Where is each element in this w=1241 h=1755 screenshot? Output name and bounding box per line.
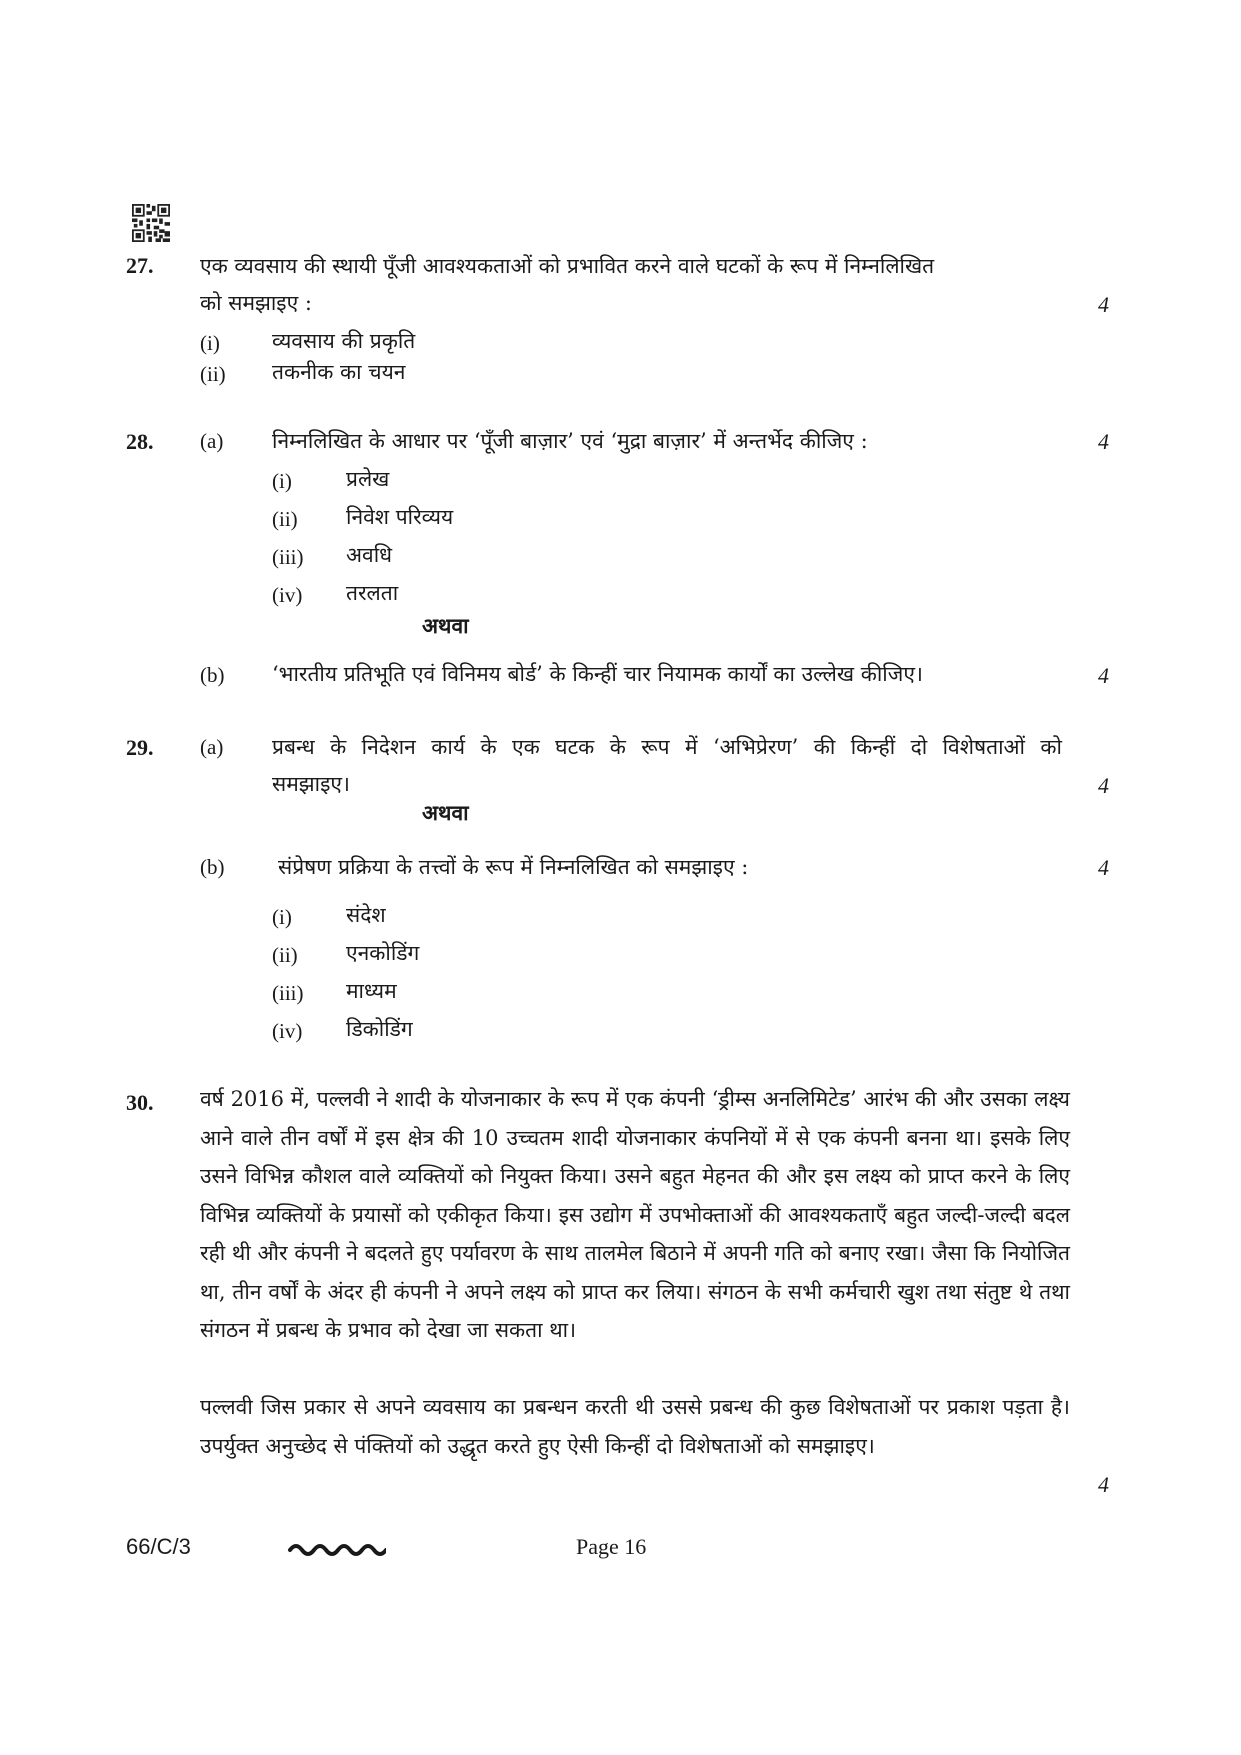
- q27-text-line2: को समझाइए :: [200, 291, 312, 315]
- q29-b-text: संप्रेषण प्रक्रिया के तत्त्वों के रूप में निम्नलिखित को समझाइए :: [278, 855, 749, 879]
- question-number-27: 27.: [126, 253, 154, 278]
- q28-a-item-text-iv: तरलता: [346, 581, 399, 605]
- qr-code-icon: [132, 204, 170, 242]
- paper-code: 66/C/3: [126, 1534, 191, 1559]
- q28-b-text: ‘भारतीय प्रतिभूति एवं विनिमय बोर्ड’ के किन्हीं चार नियामक कार्यों का उल्लेख कीजिए।: [272, 662, 923, 686]
- q28-a-item-text-ii: निवेश परिव्यय: [346, 505, 454, 529]
- question-number-28: 28.: [126, 429, 154, 454]
- page-number: Page 16: [576, 1534, 647, 1559]
- q29-or-separator: अथवा: [422, 800, 469, 825]
- q30-paragraph-1: वर्ष 2016 में, पल्लवी ने शादी के योजनाकार के रूप में एक कंपनी ‘ड्रीम्स अनलिमिटेड’ आरंभ की और उसका लक्ष्य आने वाले तीन वर्षों में इस क्षेत्र की 10 उच्चतम शादी योजनाकार कंपनियों में से एक कंपनी बनना था। इसके लिए उसने विभिन्न कौशल वाले व्यक्तियों को नियुक्त किया। उसने बहुत मेहनत की और इस लक्ष्य को प्राप्त करने के लिए विभिन्न व्यक्तियों के प्रयासों को एकीकृत किया। इस उद्योग में उपभोक्ताओं की आवश्यकताएँ बहुत जल्दी-जल्दी बदल रही थी और कंपनी ने बदलते हुए पर्यावरण के साथ तालमेल बिठाने में अपनी गति को बनाए रखा। जैसा कि नियोजित था, तीन वर्षों के अंदर ही कंपनी ने अपने लक्ष्य को प्राप्त कर लिया। संगठन के सभी कर्मचारी खुश तथा संतुष्ट थे तथा संगठन में प्रबन्ध के प्रभाव को देखा जा सकता था।: [200, 1087, 1070, 1342]
- q28-a-item-label-ii: (ii): [272, 507, 298, 531]
- q29-b-item-label-iii: (iii): [272, 981, 304, 1005]
- q29-b-marks: 4: [1098, 855, 1109, 880]
- q28-a-item-label-iii: (iii): [272, 545, 304, 569]
- q28-a-item-text-iii: अवधि: [346, 543, 393, 567]
- q29-a-text-line1: प्रबन्ध के निदेशन कार्य के एक घटक के रूप में ‘अभिप्रेरण’ की किन्हीं दो विशेषताओं को: [272, 735, 1062, 759]
- q28-a-item-label-i: (i): [272, 469, 292, 493]
- q29-b-item-text-iii: माध्यम: [346, 979, 397, 1003]
- q29-b-item-text-ii: एनकोडिंग: [346, 941, 420, 965]
- tilde-ornament-icon: [286, 1536, 386, 1560]
- q27-item-text-ii: तकनीक का चयन: [272, 360, 406, 384]
- q30-paragraph-2: पल्लवी जिस प्रकार से अपने व्यवसाय का प्रबन्धन करती थी उससे प्रबन्ध की कुछ विशेषताओं पर प्रकाश पड़ता है। उपर्युक्त अनुच्छेद से पंक्तियों को उद्धृत करते हुए ऐसी किन्हीं दो विशेषताओं को समझाइए।: [200, 1395, 1070, 1458]
- q29-option-a-label: (a): [200, 735, 224, 759]
- question-number-29: 29.: [126, 735, 154, 760]
- q30-marks: 4: [1098, 1472, 1109, 1497]
- q27-text-line1: एक व्यवसाय की स्थायी पूँजी आवश्यकताओं को प्रभावित करने वाले घटकों के रूप में निम्नलिखित: [200, 254, 935, 278]
- q27-item-text-i: व्यवसाय की प्रकृति: [272, 329, 416, 353]
- q29-b-item-label-i: (i): [272, 905, 292, 929]
- q27-marks: 4: [1098, 292, 1109, 317]
- q28-a-item-text-i: प्रलेख: [346, 467, 390, 491]
- q28-b-marks: 4: [1098, 663, 1109, 688]
- q27-item-label-i: (i): [200, 331, 220, 355]
- q29-b-item-text-iv: डिकोडिंग: [346, 1017, 413, 1041]
- q29-b-item-label-ii: (ii): [272, 943, 298, 967]
- q27-item-label-ii: (ii): [200, 362, 226, 386]
- q29-a-text-line2: समझाइए।: [272, 772, 350, 796]
- q28-a-marks: 4: [1098, 429, 1109, 454]
- q28-a-item-label-iv: (iv): [272, 583, 303, 607]
- q28-a-text: निम्नलिखित के आधार पर ‘पूँजी बाज़ार’ एवं ‘मुद्रा बाज़ार’ में अन्तर्भेद कीजिए :: [272, 429, 868, 453]
- q29-option-b-label: (b): [200, 855, 225, 879]
- question-number-30: 30.: [126, 1090, 154, 1115]
- q29-b-item-label-iv: (iv): [272, 1019, 303, 1043]
- q28-option-b-label: (b): [200, 663, 225, 687]
- q28-option-a-label: (a): [200, 429, 224, 453]
- q29-a-marks: 4: [1098, 773, 1109, 798]
- q29-b-item-text-i: संदेश: [346, 903, 386, 927]
- q28-or-separator: अथवा: [422, 613, 469, 638]
